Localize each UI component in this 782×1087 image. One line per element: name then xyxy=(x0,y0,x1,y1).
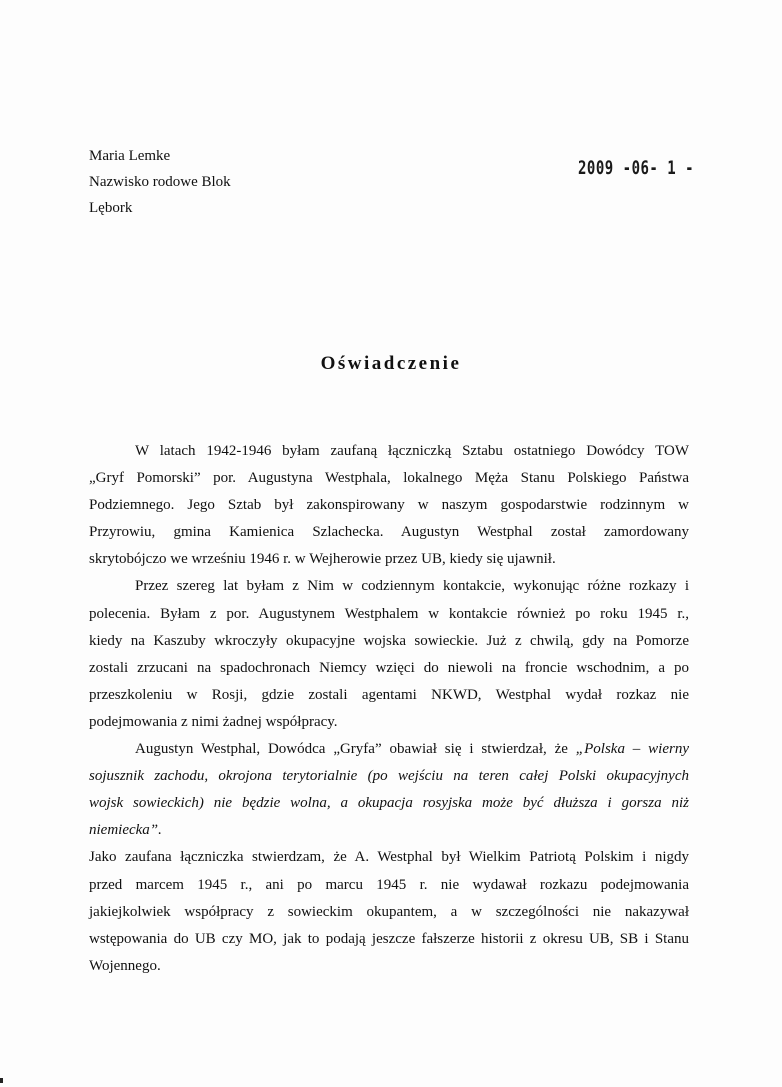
scan-edge-mark xyxy=(0,1078,3,1083)
paragraph-line: zostali zrzucani na spadochronach Niemcy wzięci do niewoli na froncie wschodnim, a po xyxy=(89,659,689,676)
paragraph-line: Przyrowiu, gmina Kamienica Szlachecka. Augustyn Westphal został zamordowany xyxy=(89,524,689,541)
document-title: Oświadczenie xyxy=(320,353,462,374)
paragraph-line: jakiejkolwiek współpracy z sowieckim okupantem, a w szczególności nie nakazywał xyxy=(89,903,689,920)
paragraph-line: kiedy na Kaszuby wkroczyły okupacyjne wojska sowieckie. Już z chwilą, gdy na Pomorze xyxy=(89,632,689,649)
paragraph-line: polecenia. Byłam z por. Augustynem Westphalem w kontakcie również po roku 1945 r., xyxy=(89,605,689,622)
paragraph-line xyxy=(89,736,689,763)
quote-line: niemiecka”. xyxy=(89,822,162,839)
paragraph-line: przeszkoleniu w Rosji, gdzie zostali agentami NKWD, Westphal wydał rozkaz nie xyxy=(89,686,689,703)
paragraph-line: Jako zaufana łączniczka stwierdzam, że A. Westphal był Wielkim Patriotą Polskim i nigdy xyxy=(89,849,689,866)
paragraph-line: podejmowania z nimi żadnej współpracy. xyxy=(89,713,338,730)
quote-line: wojsk sowieckich) nie będzie wolna, a okupacja rosyjska może być dłuższa i gorsza niż xyxy=(89,795,689,812)
quote-start: „Polska – wierny xyxy=(575,741,689,758)
quote-intro: Augustyn Westphal, Dowódca „Gryfa” obawiał się i stwierdzał, że xyxy=(135,741,576,758)
paragraph-line: Przez szereg lat byłam z Nim w codziennym kontakcie, wykonując różne rozkazy i xyxy=(135,578,689,595)
paragraph-line: Wojennego. xyxy=(89,957,161,974)
paragraph-line: przed marcem 1945 r., ani po marcu 1945 r. nie wydawał rozkazu podejmowania xyxy=(89,876,689,893)
document-body xyxy=(89,438,689,980)
paragraph-line: W latach 1942-1946 byłam zaufaną łączniczką Sztabu ostatniego Dowódcy TOW xyxy=(135,443,689,459)
sender-name: Maria Lemke xyxy=(89,148,171,164)
paragraph-line: Podziemnego. Jego Sztab był zakonspirowany w naszym gospodarstwie rodzinnym w xyxy=(89,497,689,514)
paragraph-line: „Gryf Pomorski” por. Augustyna Westphala, lokalnego Męża Stanu Polskiego Państwa xyxy=(89,470,689,487)
sender-block xyxy=(89,143,231,221)
date-stamp: 2009 -06- 1 - xyxy=(578,158,695,180)
paragraph-line: wstępowania do UB czy MO, jak to podają jeszcze fałszerze historii z okresu UB, SB i Stanu xyxy=(89,930,689,947)
paragraph-line: skrytobójczo we wrześniu 1946 r. w Wejherowie przez UB, kiedy się ujawnił. xyxy=(89,551,556,568)
sender-maiden-name: Nazwisko rodowe Blok xyxy=(89,174,231,190)
sender-city: Lębork xyxy=(89,200,133,216)
quote-line: sojusznik zachodu, okrojona terytorialnie (po wejściu na teren całej Polski okupacyjnych xyxy=(89,768,689,785)
